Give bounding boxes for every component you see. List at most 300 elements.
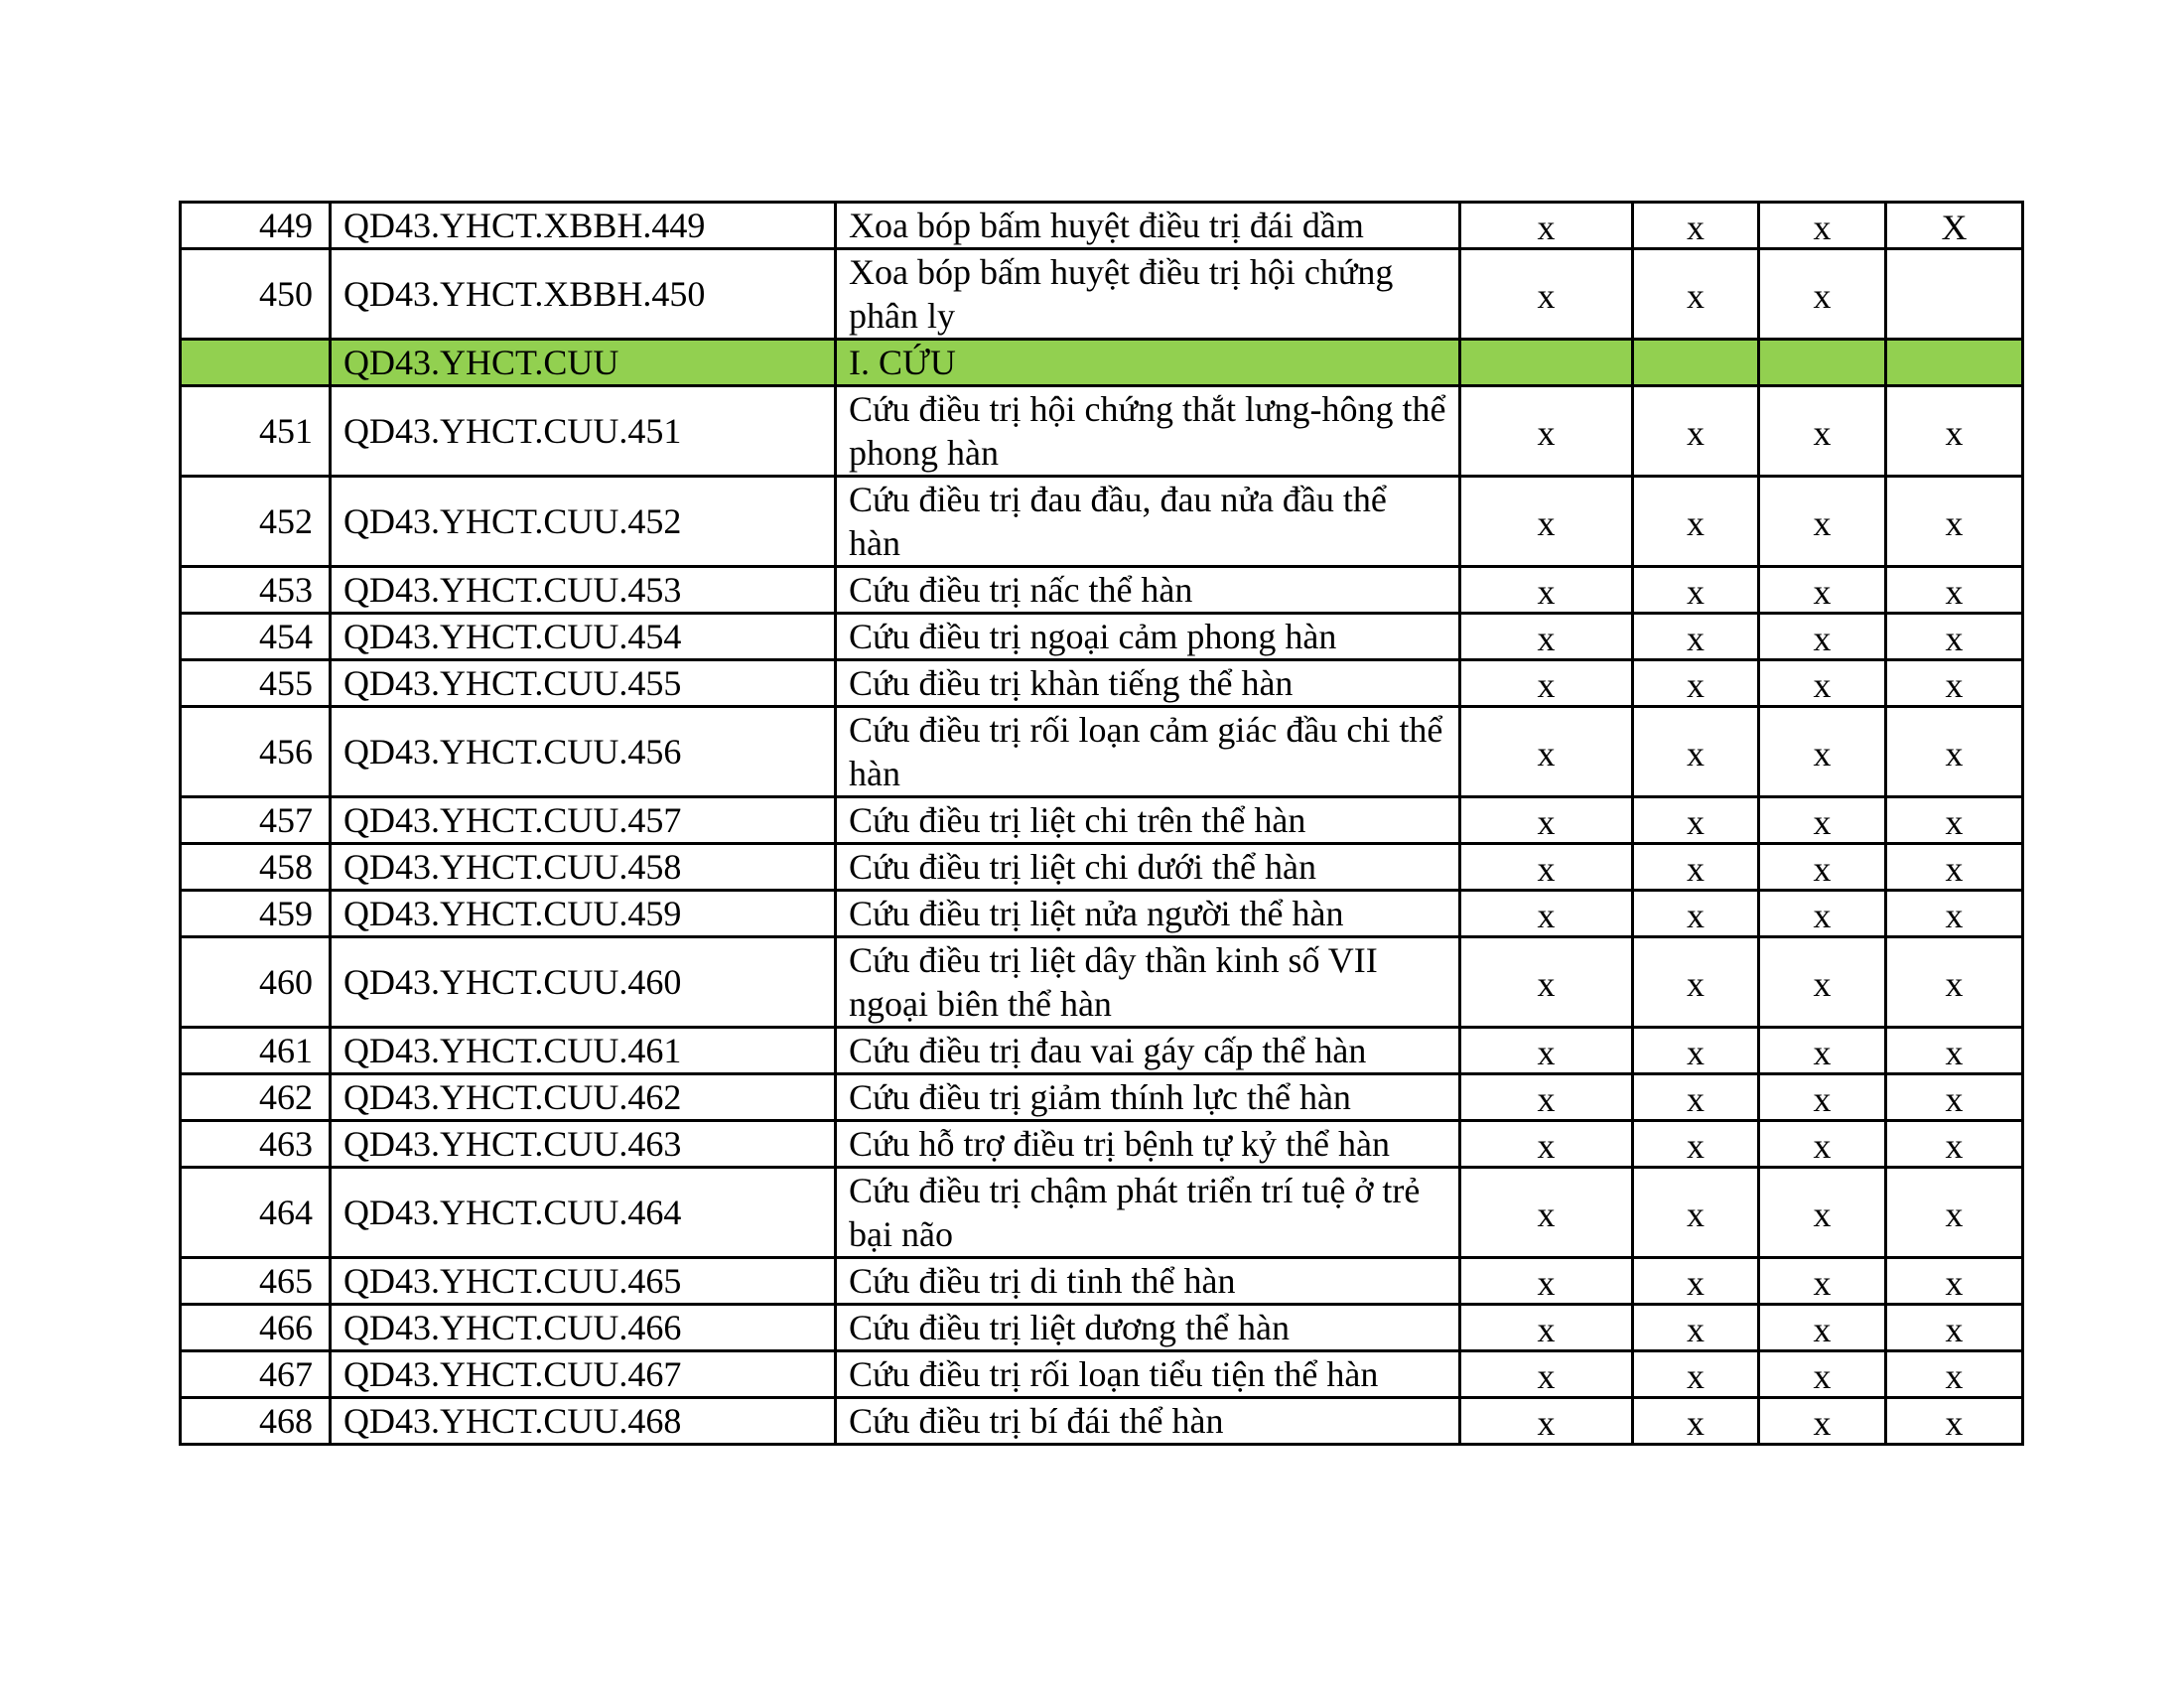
level-mark-text: x	[1945, 802, 1964, 842]
level-mark-cell	[1759, 1351, 1886, 1398]
level-mark-cell	[1759, 477, 1886, 567]
level-mark-cell	[1886, 477, 2023, 567]
procedure-name-text: Cứu điều trị liệt nửa người thể hàn	[849, 894, 1344, 933]
level-mark-text: x	[1813, 572, 1832, 612]
procedure-code-cell	[331, 937, 836, 1028]
table-row	[181, 660, 2023, 707]
procedure-name-cell	[836, 1305, 1460, 1351]
procedure-code-text: QD43.YHCT.CUU.456	[343, 732, 682, 772]
level-mark-text: x	[1945, 1033, 1964, 1072]
row-number-cell	[181, 386, 331, 477]
procedure-code-text: QD43.YHCT.CUU.457	[343, 800, 682, 840]
procedure-code-cell	[331, 477, 836, 567]
procedure-code-cell	[331, 797, 836, 844]
level-mark-text: x	[1813, 1263, 1832, 1303]
level-mark-text: x	[1537, 1310, 1556, 1349]
row-number-text: 461	[259, 1031, 313, 1070]
procedure-name-text: Cứu hỗ trợ điều trị bệnh tự kỷ thể hàn	[849, 1124, 1390, 1164]
row-number-cell	[181, 1028, 331, 1074]
level-mark-text: x	[1537, 208, 1556, 247]
level-mark-cell	[1886, 1351, 2023, 1398]
row-number-text: 459	[259, 894, 313, 933]
level-mark-cell	[1633, 660, 1759, 707]
level-mark-cell	[1633, 477, 1759, 567]
procedure-name-cell	[836, 1074, 1460, 1121]
level-mark-cell	[1886, 1258, 2023, 1305]
procedure-name-cell	[836, 340, 1460, 386]
level-mark-cell	[1759, 891, 1886, 937]
procedure-code-text: QD43.YHCT.CUU	[343, 343, 619, 382]
row-number-cell	[181, 1168, 331, 1258]
level-mark-cell	[1460, 1121, 1633, 1168]
level-mark-cell	[1886, 1121, 2023, 1168]
level-mark-cell	[1460, 567, 1633, 614]
level-mark-text: x	[1687, 802, 1705, 842]
level-mark-cell	[1759, 797, 1886, 844]
level-mark-text: x	[1945, 734, 1964, 774]
procedure-name-text: Cứu điều trị nấc thể hàn	[849, 570, 1193, 610]
level-mark-text: x	[1687, 896, 1705, 935]
procedure-name-text: Xoa bóp bấm huyệt điều trị đái dầm	[849, 206, 1364, 245]
procedure-name-text: Cứu điều trị liệt chi dưới thể hàn	[849, 847, 1316, 887]
level-mark-cell	[1759, 1121, 1886, 1168]
level-mark-cell	[1633, 1258, 1759, 1305]
row-number-cell	[181, 1074, 331, 1121]
section-row	[181, 340, 2023, 386]
level-mark-cell	[1460, 1168, 1633, 1258]
row-number-text: 455	[259, 663, 313, 703]
row-number-text: 466	[259, 1308, 313, 1347]
level-mark-cell	[1633, 386, 1759, 477]
procedure-name-cell	[836, 477, 1460, 567]
procedure-code-cell	[331, 340, 836, 386]
level-mark-text: x	[1537, 849, 1556, 889]
level-mark-text: x	[1945, 1356, 1964, 1396]
level-mark-cell	[1633, 1351, 1759, 1398]
row-number-cell	[181, 249, 331, 340]
row-number-text: 457	[259, 800, 313, 840]
procedure-name-text: Cứu điều trị đau vai gáy cấp thể hàn	[849, 1031, 1367, 1070]
level-mark-text: x	[1813, 1403, 1832, 1443]
level-mark-text: x	[1945, 964, 1964, 1004]
level-mark-cell	[1886, 340, 2023, 386]
procedure-code-text: QD43.YHCT.CUU.452	[343, 501, 682, 541]
procedure-code-cell	[331, 1258, 836, 1305]
level-mark-text: x	[1945, 1126, 1964, 1166]
level-mark-text: x	[1813, 896, 1832, 935]
level-mark-cell	[1633, 844, 1759, 891]
procedure-name-cell	[836, 937, 1460, 1028]
level-mark-text: x	[1687, 1033, 1705, 1072]
level-mark-cell	[1759, 1258, 1886, 1305]
level-mark-text: x	[1687, 503, 1705, 543]
procedure-name-cell	[836, 660, 1460, 707]
table-row	[181, 1258, 2023, 1305]
table-row	[181, 567, 2023, 614]
procedure-code-cell	[331, 1074, 836, 1121]
procedure-code-text: QD43.YHCT.CUU.467	[343, 1354, 682, 1394]
procedure-code-text: QD43.YHCT.CUU.466	[343, 1308, 682, 1347]
procedure-code-cell	[331, 203, 836, 249]
row-number-cell	[181, 707, 331, 797]
level-mark-text: x	[1813, 413, 1832, 453]
table-row	[181, 203, 2023, 249]
level-mark-cell	[1460, 891, 1633, 937]
level-mark-text: x	[1945, 1403, 1964, 1443]
level-mark-text: x	[1945, 665, 1964, 705]
row-number-cell	[181, 203, 331, 249]
table-row	[181, 1305, 2023, 1351]
procedure-name-text: Cứu điều trị đau đầu, đau nửa đầu thể hàn	[849, 480, 1387, 563]
level-mark-text: x	[1687, 1126, 1705, 1166]
level-mark-text: x	[1813, 802, 1832, 842]
procedure-name-text: Cứu điều trị di tinh thể hàn	[849, 1261, 1236, 1301]
row-number-text: 450	[259, 274, 313, 314]
procedure-code-cell	[331, 1351, 836, 1398]
procedure-name-text: Cứu điều trị bí đái thể hàn	[849, 1401, 1224, 1441]
level-mark-text: x	[1687, 572, 1705, 612]
level-mark-cell	[1759, 340, 1886, 386]
level-mark-cell	[1886, 614, 2023, 660]
level-mark-text: x	[1537, 413, 1556, 453]
procedure-code-text: QD43.YHCT.CUU.461	[343, 1031, 682, 1070]
row-number-cell	[181, 477, 331, 567]
row-number-text: 458	[259, 847, 313, 887]
row-number-text: 460	[259, 962, 313, 1002]
level-mark-cell	[1886, 203, 2023, 249]
procedure-name-text: Cứu điều trị hội chứng thắt lưng-hông thể phong hàn	[849, 389, 1446, 473]
level-mark-text: x	[1687, 1310, 1705, 1349]
procedure-code-text: QD43.YHCT.CUU.459	[343, 894, 682, 933]
level-mark-text: x	[1537, 734, 1556, 774]
procedure-code-text: QD43.YHCT.XBBH.449	[343, 206, 706, 245]
procedure-code-cell	[331, 1305, 836, 1351]
row-number-cell	[181, 797, 331, 844]
level-mark-cell	[1460, 844, 1633, 891]
procedure-name-cell	[836, 614, 1460, 660]
level-mark-text: x	[1687, 1263, 1705, 1303]
level-mark-cell	[1633, 203, 1759, 249]
level-mark-cell	[1759, 844, 1886, 891]
level-mark-text: x	[1945, 1079, 1964, 1119]
level-mark-text: x	[1537, 503, 1556, 543]
level-mark-cell	[1460, 477, 1633, 567]
level-mark-cell	[1633, 1028, 1759, 1074]
procedure-name-cell	[836, 1351, 1460, 1398]
level-mark-text: x	[1945, 572, 1964, 612]
procedure-name-text: Cứu điều trị liệt dây thần kinh số VII ngoại biên thể hàn	[849, 940, 1378, 1024]
level-mark-text: x	[1813, 849, 1832, 889]
level-mark-cell	[1633, 937, 1759, 1028]
level-mark-text: x	[1813, 1356, 1832, 1396]
row-number-cell	[181, 1398, 331, 1445]
level-mark-cell	[1886, 567, 2023, 614]
row-number-text: 462	[259, 1077, 313, 1117]
level-mark-cell	[1460, 1074, 1633, 1121]
procedure-code-text: QD43.YHCT.CUU.453	[343, 570, 682, 610]
level-mark-text: x	[1687, 964, 1705, 1004]
level-mark-cell	[1460, 1028, 1633, 1074]
procedure-name-cell	[836, 797, 1460, 844]
procedure-code-cell	[331, 614, 836, 660]
procedure-code-cell	[331, 844, 836, 891]
row-number-text: 456	[259, 732, 313, 772]
row-number-text: 454	[259, 617, 313, 656]
procedure-name-text: Cứu điều trị liệt dương thể hàn	[849, 1308, 1290, 1347]
level-mark-text: x	[1945, 849, 1964, 889]
procedure-name-cell	[836, 707, 1460, 797]
level-mark-cell	[1886, 1028, 2023, 1074]
level-mark-cell	[1759, 1398, 1886, 1445]
row-number-text: 468	[259, 1401, 313, 1441]
level-mark-cell	[1460, 249, 1633, 340]
procedure-name-text: I. CỨU	[849, 343, 956, 382]
level-mark-cell	[1886, 937, 2023, 1028]
level-mark-cell	[1633, 1305, 1759, 1351]
level-mark-text: x	[1687, 1195, 1705, 1234]
procedure-name-cell	[836, 203, 1460, 249]
procedure-code-text: QD43.YHCT.CUU.460	[343, 962, 682, 1002]
level-mark-cell	[1633, 614, 1759, 660]
procedure-code-cell	[331, 891, 836, 937]
level-mark-cell	[1633, 1121, 1759, 1168]
procedure-name-cell	[836, 844, 1460, 891]
level-mark-cell	[1886, 660, 2023, 707]
procedure-name-cell	[836, 1028, 1460, 1074]
row-number-cell	[181, 340, 331, 386]
procedure-code-cell	[331, 567, 836, 614]
level-mark-cell	[1633, 1168, 1759, 1258]
procedure-name-cell	[836, 891, 1460, 937]
level-mark-text: x	[1813, 665, 1832, 705]
table-row	[181, 1074, 2023, 1121]
row-number-cell	[181, 1258, 331, 1305]
level-mark-text: x	[1537, 1356, 1556, 1396]
level-mark-text: x	[1813, 1079, 1832, 1119]
level-mark-text: x	[1813, 964, 1832, 1004]
table-row	[181, 937, 2023, 1028]
table-row	[181, 614, 2023, 660]
procedure-name-cell	[836, 249, 1460, 340]
level-mark-cell	[1886, 249, 2023, 340]
level-mark-text: x	[1537, 1403, 1556, 1443]
level-mark-cell	[1759, 1168, 1886, 1258]
procedure-code-text: QD43.YHCT.CUU.463	[343, 1124, 682, 1164]
level-mark-text: X	[1941, 208, 1968, 247]
procedure-code-cell	[331, 660, 836, 707]
level-mark-text: x	[1945, 1263, 1964, 1303]
procedure-code-text: QD43.YHCT.CUU.454	[343, 617, 682, 656]
table-row	[181, 1398, 2023, 1445]
table-row	[181, 1168, 2023, 1258]
level-mark-text: x	[1813, 208, 1832, 247]
table-row	[181, 386, 2023, 477]
table-row	[181, 1351, 2023, 1398]
level-mark-cell	[1460, 340, 1633, 386]
level-mark-text: x	[1813, 1126, 1832, 1166]
level-mark-text: x	[1687, 1356, 1705, 1396]
procedure-code-text: QD43.YHCT.CUU.458	[343, 847, 682, 887]
level-mark-text: x	[1687, 1403, 1705, 1443]
row-number-cell	[181, 660, 331, 707]
level-mark-cell	[1759, 1028, 1886, 1074]
procedure-name-text: Cứu điều trị rối loạn cảm giác đầu chi thể hàn	[849, 710, 1443, 793]
row-number-cell	[181, 1351, 331, 1398]
level-mark-cell	[1633, 249, 1759, 340]
row-number-cell	[181, 567, 331, 614]
level-mark-cell	[1759, 249, 1886, 340]
procedure-code-text: QD43.YHCT.CUU.455	[343, 663, 682, 703]
table-row	[181, 249, 2023, 340]
level-mark-cell	[1633, 340, 1759, 386]
table-row	[181, 707, 2023, 797]
level-mark-text: x	[1813, 503, 1832, 543]
level-mark-text: x	[1945, 896, 1964, 935]
level-mark-cell	[1886, 386, 2023, 477]
row-number-cell	[181, 1121, 331, 1168]
level-mark-cell	[1759, 386, 1886, 477]
procedure-code-text: QD43.YHCT.XBBH.450	[343, 274, 706, 314]
procedure-code-text: QD43.YHCT.CUU.465	[343, 1261, 682, 1301]
procedure-name-cell	[836, 1258, 1460, 1305]
level-mark-text: x	[1687, 413, 1705, 453]
procedure-name-cell	[836, 1168, 1460, 1258]
level-mark-cell	[1759, 203, 1886, 249]
procedure-name-text: Cứu điều trị ngoại cảm phong hàn	[849, 617, 1337, 656]
level-mark-cell	[1886, 1074, 2023, 1121]
level-mark-cell	[1886, 797, 2023, 844]
row-number-text: 463	[259, 1124, 313, 1164]
row-number-text: 464	[259, 1193, 313, 1232]
level-mark-cell	[1633, 797, 1759, 844]
level-mark-text: x	[1687, 665, 1705, 705]
level-mark-cell	[1759, 1074, 1886, 1121]
procedure-name-cell	[836, 1121, 1460, 1168]
level-mark-cell	[1759, 614, 1886, 660]
level-mark-cell	[1759, 660, 1886, 707]
level-mark-text: x	[1813, 734, 1832, 774]
level-mark-cell	[1886, 1168, 2023, 1258]
procedure-name-text: Cứu điều trị rối loạn tiểu tiện thể hàn	[849, 1354, 1379, 1394]
level-mark-cell	[1460, 1351, 1633, 1398]
procedure-name-cell	[836, 386, 1460, 477]
level-mark-text: x	[1945, 1310, 1964, 1349]
row-number-cell	[181, 844, 331, 891]
row-number-cell	[181, 937, 331, 1028]
level-mark-cell	[1460, 1398, 1633, 1445]
procedure-code-cell	[331, 249, 836, 340]
row-number-text: 453	[259, 570, 313, 610]
procedure-name-text: Cứu điều trị chậm phát triển trí tuệ ở trẻ bại não	[849, 1171, 1421, 1254]
table-body	[181, 203, 2023, 1445]
procedure-name-text: Xoa bóp bấm huyệt điều trị hội chứng phân ly	[849, 252, 1394, 336]
level-mark-text: x	[1537, 276, 1556, 316]
procedure-name-text: Cứu điều trị giảm thính lực thể hàn	[849, 1077, 1351, 1117]
level-mark-cell	[1460, 660, 1633, 707]
level-mark-text: x	[1537, 896, 1556, 935]
level-mark-text: x	[1687, 1079, 1705, 1119]
level-mark-cell	[1886, 844, 2023, 891]
level-mark-cell	[1886, 1398, 2023, 1445]
level-mark-text: x	[1687, 849, 1705, 889]
level-mark-cell	[1460, 797, 1633, 844]
procedure-name-text: Cứu điều trị khàn tiếng thể hàn	[849, 663, 1294, 703]
level-mark-text: x	[1537, 572, 1556, 612]
level-mark-cell	[1460, 1305, 1633, 1351]
row-number-text: 452	[259, 501, 313, 541]
level-mark-text: x	[1537, 1126, 1556, 1166]
row-number-text: 451	[259, 411, 313, 451]
procedure-code-cell	[331, 1398, 836, 1445]
level-mark-cell	[1460, 386, 1633, 477]
level-mark-text: x	[1945, 413, 1964, 453]
level-mark-cell	[1460, 937, 1633, 1028]
table-row	[181, 1028, 2023, 1074]
level-mark-cell	[1886, 707, 2023, 797]
row-number-cell	[181, 1305, 331, 1351]
level-mark-text: x	[1687, 619, 1705, 658]
table-row	[181, 797, 2023, 844]
level-mark-cell	[1759, 937, 1886, 1028]
level-mark-cell	[1633, 891, 1759, 937]
level-mark-cell	[1460, 614, 1633, 660]
procedure-code-cell	[331, 1121, 836, 1168]
row-number-text: 467	[259, 1354, 313, 1394]
level-mark-cell	[1633, 567, 1759, 614]
row-number-text: 449	[259, 206, 313, 245]
procedure-code-cell	[331, 707, 836, 797]
table-row	[181, 477, 2023, 567]
level-mark-text: x	[1945, 1195, 1964, 1234]
procedure-name-cell	[836, 1398, 1460, 1445]
level-mark-text: x	[1537, 1195, 1556, 1234]
procedure-name-text: Cứu điều trị liệt chi trên thể hàn	[849, 800, 1306, 840]
level-mark-cell	[1759, 567, 1886, 614]
row-number-cell	[181, 614, 331, 660]
level-mark-cell	[1886, 1305, 2023, 1351]
level-mark-text: x	[1537, 964, 1556, 1004]
level-mark-text: x	[1813, 276, 1832, 316]
table-row	[181, 891, 2023, 937]
level-mark-text: x	[1687, 208, 1705, 247]
level-mark-cell	[1460, 707, 1633, 797]
level-mark-cell	[1759, 707, 1886, 797]
level-mark-text: x	[1537, 1079, 1556, 1119]
row-number-text: 465	[259, 1261, 313, 1301]
level-mark-cell	[1886, 891, 2023, 937]
level-mark-text: x	[1537, 802, 1556, 842]
procedure-name-cell	[836, 567, 1460, 614]
row-number-cell	[181, 891, 331, 937]
level-mark-text: x	[1813, 1033, 1832, 1072]
procedure-code-text: QD43.YHCT.CUU.464	[343, 1193, 682, 1232]
table-row	[181, 1121, 2023, 1168]
procedure-code-cell	[331, 1168, 836, 1258]
table-row	[181, 844, 2023, 891]
procedure-code-text: QD43.YHCT.CUU.462	[343, 1077, 682, 1117]
level-mark-text: x	[1687, 276, 1705, 316]
level-mark-text: x	[1813, 1195, 1832, 1234]
level-mark-cell	[1759, 1305, 1886, 1351]
level-mark-text: x	[1687, 734, 1705, 774]
level-mark-text: x	[1537, 619, 1556, 658]
level-mark-text: x	[1945, 503, 1964, 543]
level-mark-cell	[1633, 707, 1759, 797]
level-mark-cell	[1633, 1398, 1759, 1445]
level-mark-text: x	[1537, 1033, 1556, 1072]
level-mark-text: x	[1813, 1310, 1832, 1349]
procedure-code-cell	[331, 386, 836, 477]
